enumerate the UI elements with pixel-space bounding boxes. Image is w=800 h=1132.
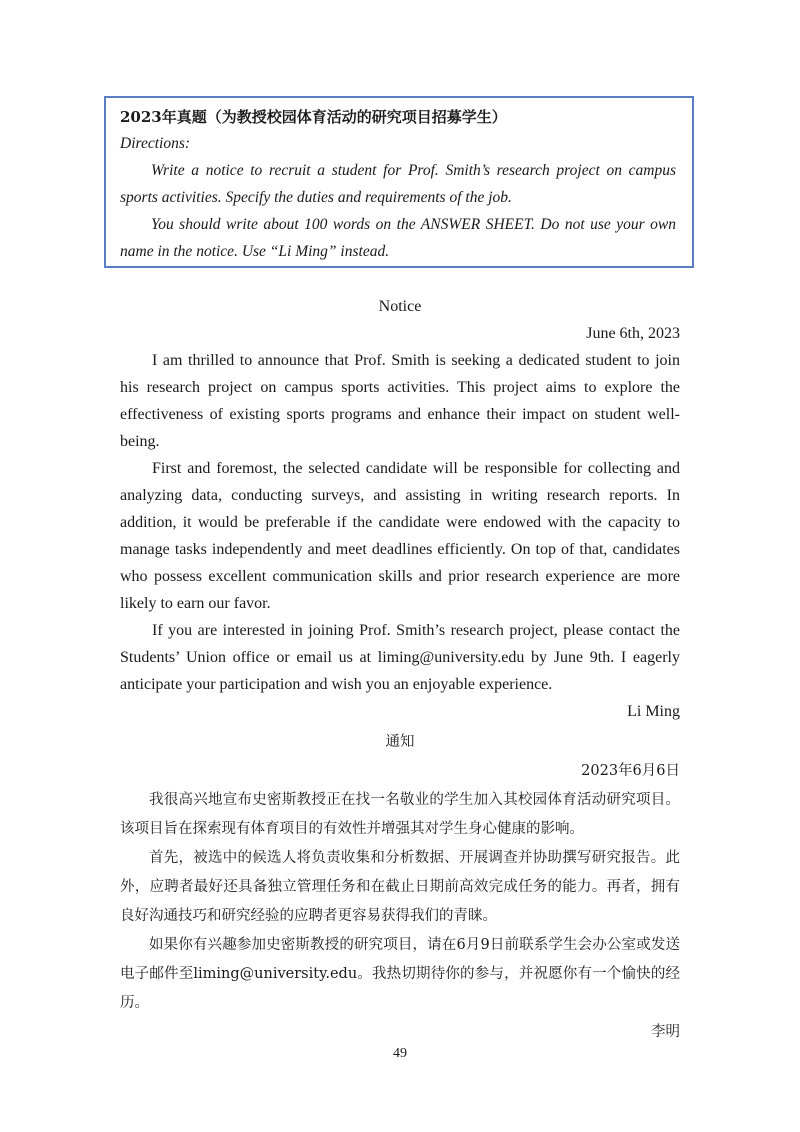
page-number: 49	[393, 1046, 407, 1061]
directions-label: Directions:	[120, 135, 191, 152]
chinese-notice-date: 2023年6月6日	[581, 763, 680, 779]
directions-paragraph-2: You should write about 100 words on the ANSWER SHEET. Do not use your own name in the notice. Use “Li Ming” instead.	[120, 216, 676, 260]
chinese-paragraph-1: 我很高兴地宣布史密斯教授正在找一名敬业的学生加入其校园体育活动研究项目。该项目旨在探索现有体育项目的有效性并增强其对学生身心健康的影响。	[120, 792, 680, 837]
english-signature: Li Ming	[627, 703, 680, 720]
question-box	[104, 96, 694, 268]
english-paragraph-1: I am thrilled to announce that Prof. Smith is seeking a dedicated student to join his research project on campus sports activities. This project aims to explore the effectiveness of existing sports programs and enhance their impact on student well-being.	[120, 352, 680, 450]
question-title: 2023年真题（为教授校园体育活动的研究项目招募学生）	[120, 108, 507, 126]
english-paragraph-3: If you are interested in joining Prof. Smith’s research project, please contact the Students’ Union office or email us at liming@university.edu by June 9th. I eagerly anticipate your participation and wish you an enjoyable experience.	[120, 622, 680, 693]
english-paragraph-2: First and foremost, the selected candidate will be responsible for collecting and analyzing data, conducting surveys, and assisting in writing research reports. In addition, it would be preferable if the candidate were endowed with the capacity to manage tasks independently and meet deadlines efficiently. On top of that, candidates who possess excellent communication skills and prior research experience are more likely to earn our favor.	[120, 460, 680, 612]
chinese-notice	[120, 728, 680, 1047]
chinese-notice-title: 通知	[385, 734, 415, 750]
chinese-paragraph-2: 首先，被选中的候选人将负责收集和分析数据、开展调查并协助撰写研究报告。此外，应聘者最好还具备独立管理任务和在截止日期前高效完成任务的能力。再者，拥有良好沟通技巧和研究经验的应聘者更容易获得我们的青睐。	[120, 850, 680, 924]
english-notice	[120, 293, 680, 725]
english-notice-title: Notice	[378, 298, 422, 315]
chinese-paragraph-3: 如果你有兴趣参加史密斯教授的研究项目，请在6月9日前联系学生会办公室或发送电子邮件至liming@university.edu。我热切期待你的参与，并祝愿你有一个愉快的经历。	[120, 937, 680, 1011]
directions-paragraph-1: Write a notice to recruit a student for Prof. Smith’s research project on campus sports activities. Specify the duties and requirements of the job.	[120, 162, 676, 206]
chinese-signature: 李明	[651, 1024, 680, 1040]
english-notice-date: June 6th, 2023	[586, 325, 680, 342]
